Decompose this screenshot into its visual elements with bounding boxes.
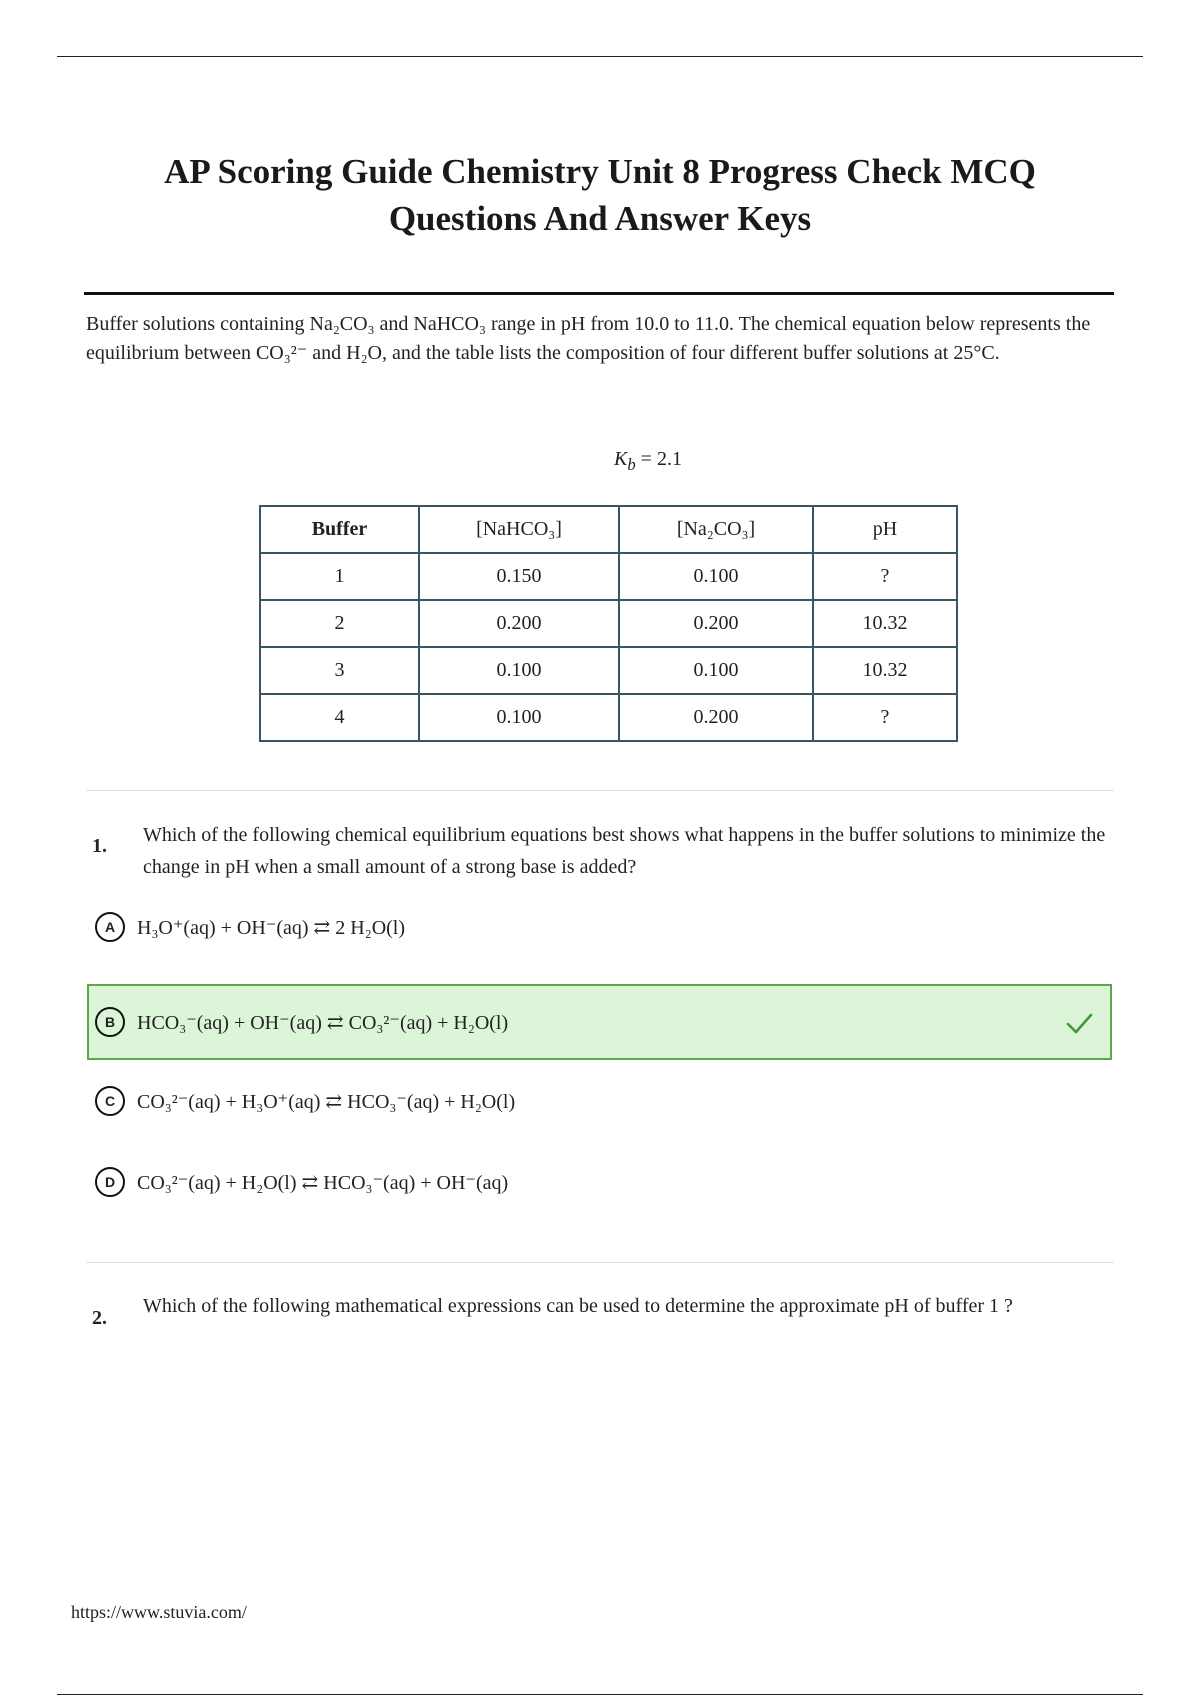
table-header-row (260, 506, 957, 553)
table-cell: 0.100 (619, 647, 813, 694)
question-1-number: 1. (92, 835, 107, 857)
option-a-text: H₃O⁺(aq) + OH⁻(aq) ⇄ 2 H₂O(l) (137, 916, 406, 939)
section-divider (86, 1262, 1114, 1263)
intro-paragraph: Buffer solutions containing Na₂CO₃ and NaHCO₃ range in pH from 10.0 to 11.0. The chemical equation below represents the equilibrium between CO₃²⁻ and H₂O, and the table lists the composition of four different buffer solutions at 25°C. (86, 313, 1091, 364)
table-row (260, 553, 957, 600)
option-c[interactable] (88, 1063, 1113, 1139)
equilibrium-constant (614, 448, 682, 475)
table-cell: 0.200 (619, 694, 813, 741)
question-2-number: 2. (92, 1307, 107, 1329)
table-cell: 0.200 (419, 600, 619, 647)
table-cell: ? (813, 694, 957, 741)
title-line-1: AP Scoring Guide Chemistry Unit 8 Progress Check MCQ (164, 152, 1036, 191)
table-cell: 0.200 (619, 600, 813, 647)
header-nahco3: [NaHCO₃] (419, 506, 619, 553)
table-row (260, 694, 957, 741)
kb-subscript: b (627, 455, 636, 474)
option-d-text: CO₃²⁻(aq) + H₂O(l) ⇄ HCO₃⁻(aq) + OH⁻(aq) (137, 1171, 509, 1194)
footer-url[interactable]: https://www.stuvia.com/ (71, 1602, 247, 1622)
option-b-letter: B (95, 1007, 125, 1037)
header-ph: pH (813, 506, 957, 553)
table-row (260, 647, 957, 694)
table-cell: 0.150 (419, 553, 619, 600)
title-divider (84, 292, 1114, 295)
kb-value: = 2.1 (635, 448, 682, 470)
option-b-correct[interactable] (87, 984, 1112, 1060)
header-na2co3: [Na₂CO₃] (619, 506, 813, 553)
top-rule (57, 56, 1143, 57)
option-a-letter: A (95, 912, 125, 942)
kb-symbol: K (614, 448, 628, 470)
table-cell: 10.32 (813, 600, 957, 647)
buffer-table (259, 505, 958, 742)
title-line-2: Questions And Answer Keys (388, 199, 812, 238)
table-cell: 3 (260, 647, 419, 694)
table-row (260, 600, 957, 647)
section-divider (86, 790, 1114, 791)
table-cell: 2 (260, 600, 419, 647)
header-buffer: Buffer (260, 506, 419, 553)
table-cell: 1 (260, 553, 419, 600)
table-cell: 0.100 (419, 694, 619, 741)
option-c-text: CO₃²⁻(aq) + H₃O⁺(aq) ⇄ HCO₃⁻(aq) + H₂O(l) (137, 1090, 516, 1113)
option-d[interactable] (88, 1144, 1113, 1220)
option-b-text: HCO₃⁻(aq) + OH⁻(aq) ⇄ CO₃²⁻(aq) + H₂O(l) (137, 1011, 509, 1034)
option-d-letter: D (95, 1167, 125, 1197)
question-1-text: Which of the following chemical equilibrium equations best shows what happens in the buffer solutions to minimize the change in pH when a small amount of a strong base is added? (143, 824, 1106, 878)
table-cell: 4 (260, 694, 419, 741)
option-c-letter: C (95, 1086, 125, 1116)
check-icon (1064, 1008, 1094, 1038)
table-cell: ? (813, 553, 957, 600)
option-a[interactable] (88, 889, 1113, 965)
bottom-rule (57, 1694, 1143, 1695)
table-cell: 10.32 (813, 647, 957, 694)
question-2-text: Which of the following mathematical expressions can be used to determine the approximate pH of buffer 1 ? (143, 1295, 1013, 1317)
table-cell: 0.100 (419, 647, 619, 694)
page-title (60, 148, 1140, 242)
table-cell: 0.100 (619, 553, 813, 600)
